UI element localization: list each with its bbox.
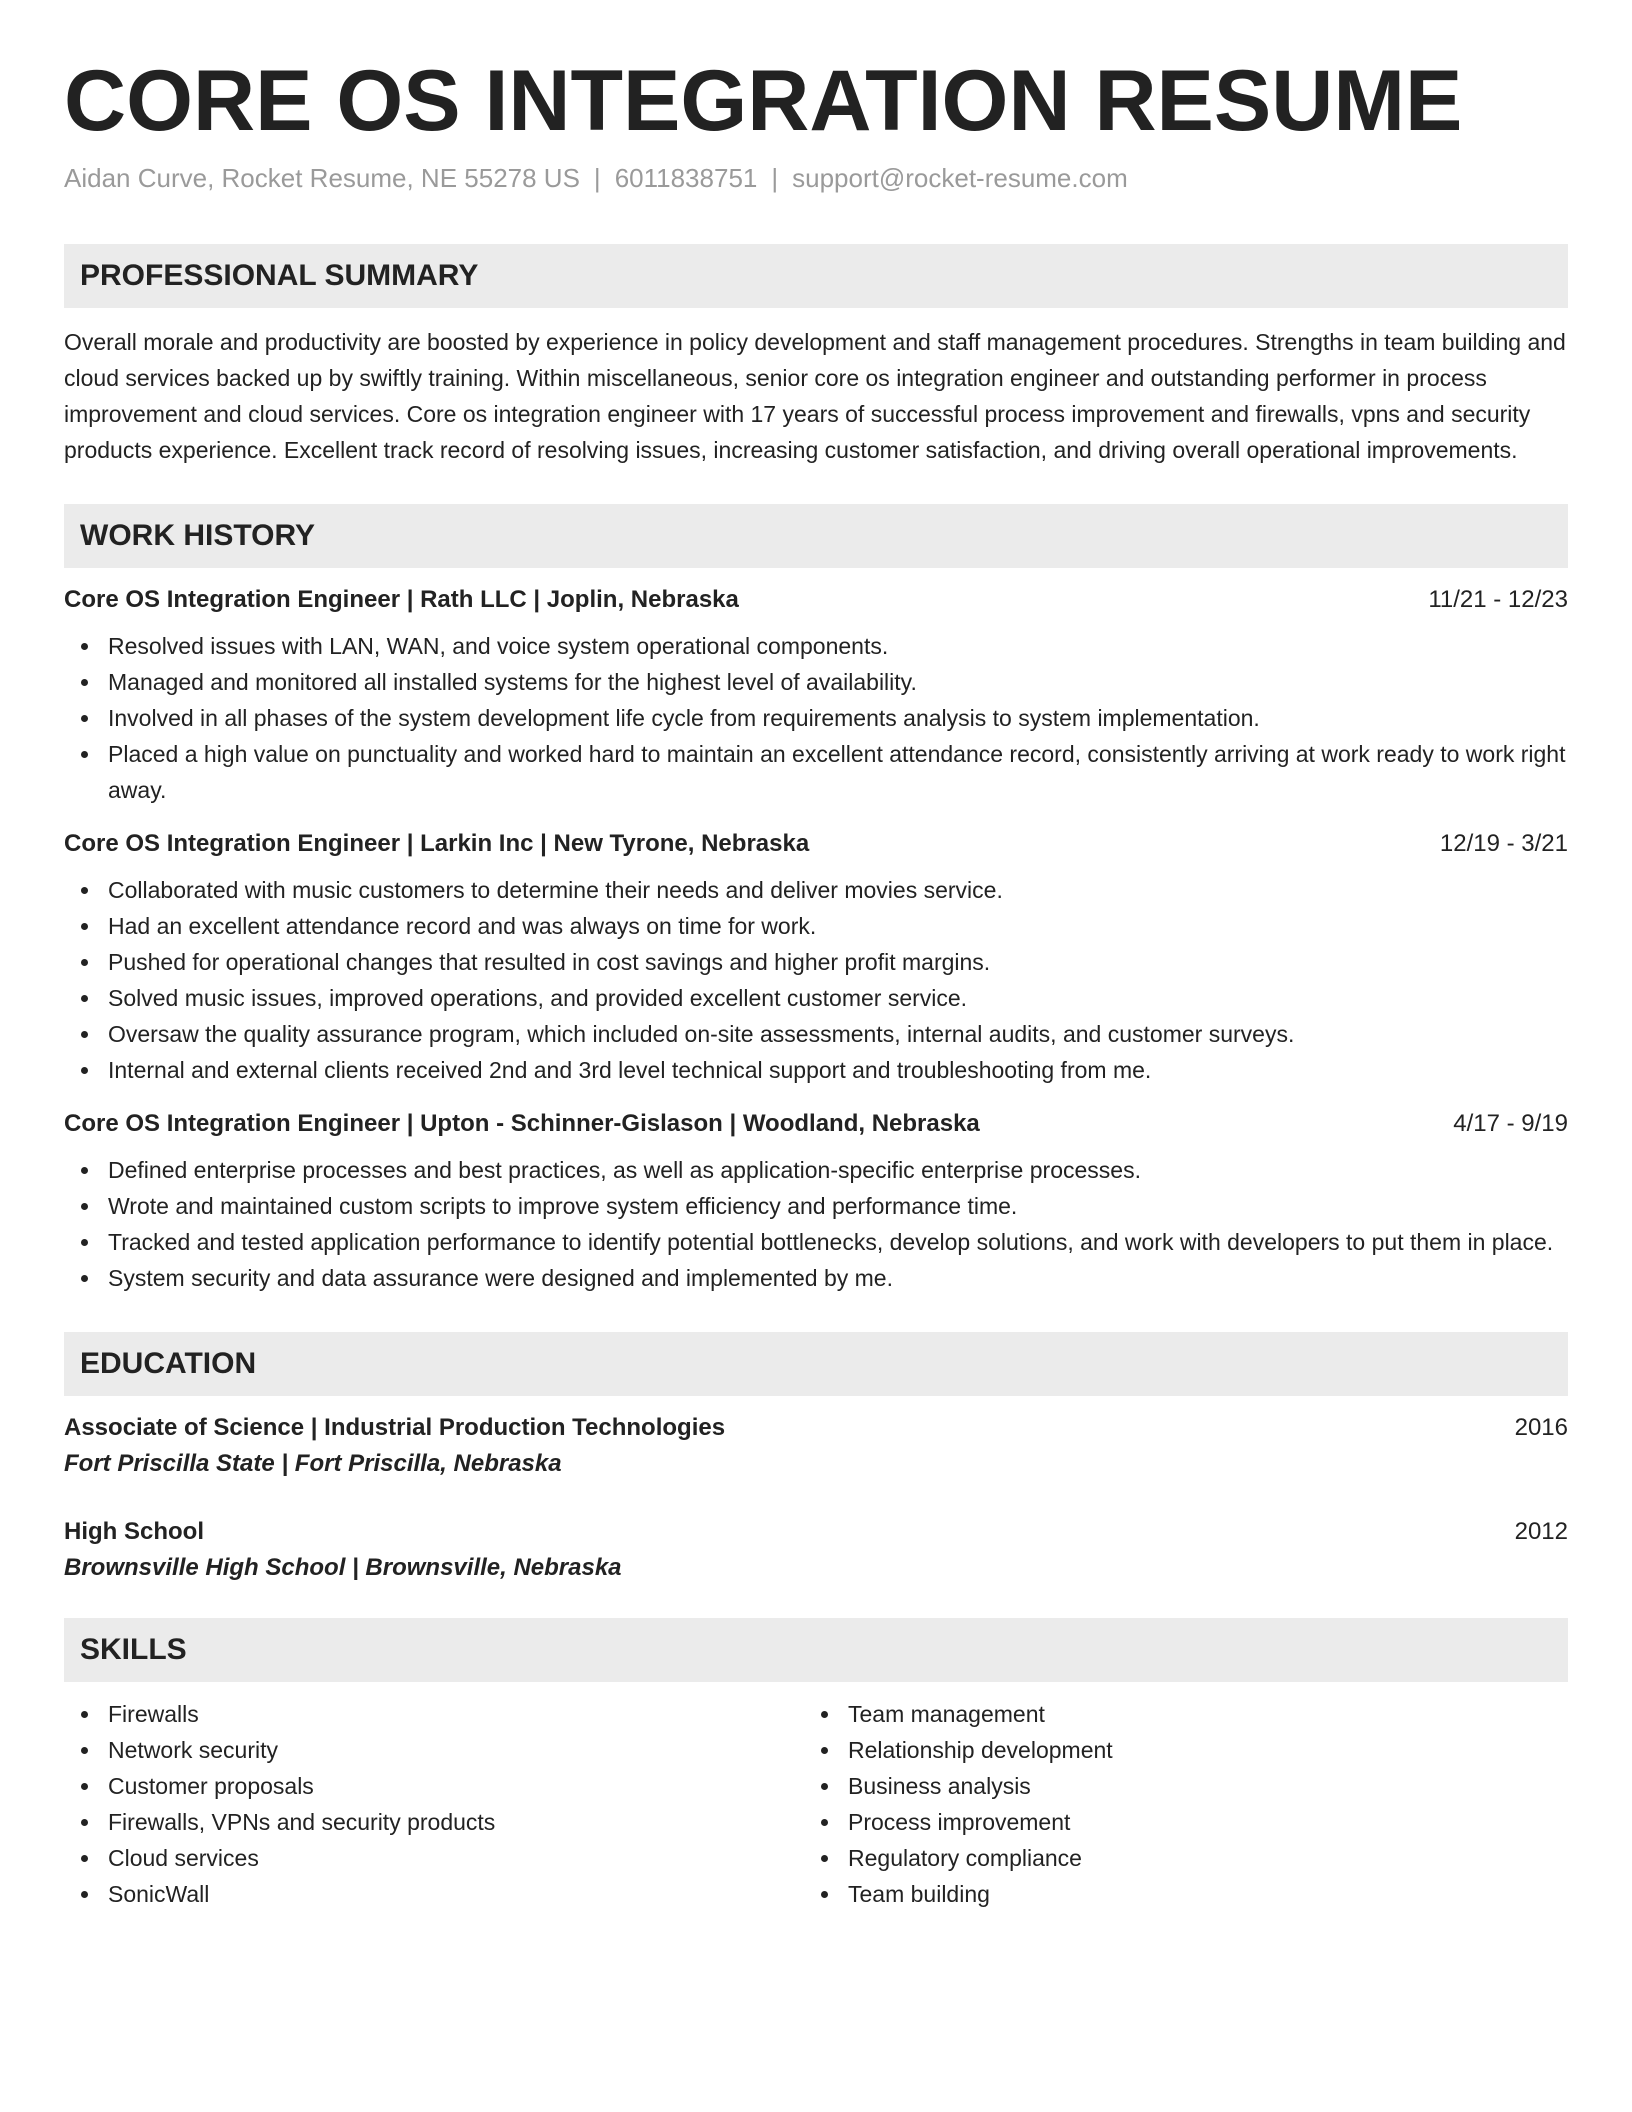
job-entry — [64, 1110, 1568, 1296]
skills-list-left — [64, 1696, 804, 1912]
job-bullet: Wrote and maintained custom scripts to improve system efficiency and performance time. — [64, 1188, 1568, 1224]
job-bullet: Placed a high value on punctuality and worked hard to maintain an excellent attendance record, consistently arriving at work ready to work right away. — [64, 736, 1568, 808]
education-header — [64, 1518, 1568, 1546]
skill-item: Customer proposals — [64, 1768, 804, 1804]
contact-address: Aidan Curve, Rocket Resume, NE 55278 US — [64, 162, 580, 193]
summary-text: Overall morale and productivity are boosted by experience in policy development and staff management procedures. Strengths in team building and cloud services backed up by swiftly training. Within miscellaneous, senior core os integration engineer and outstanding performer in process improvement and cloud services. Core os integration engineer with 17 years of successful process improvement and firewalls, vpns and security products experience. Excellent track record of resolving issues, increasing customer satisfaction, and driving overall operational improvements. — [64, 328, 1566, 463]
section-header-summary: PROFESSIONAL SUMMARY — [64, 244, 1568, 308]
job-bullet: Collaborated with music customers to determine their needs and deliver movies service. — [64, 872, 1568, 908]
job-bullet: Resolved issues with LAN, WAN, and voice system operational components. — [64, 628, 1568, 664]
skill-item: Relationship development — [804, 1732, 1544, 1768]
school-name: Brownsville High School | Brownsville, Nebraska — [64, 1553, 622, 1581]
job-bullet: System security and data assurance were designed and implemented by me. — [64, 1260, 1568, 1296]
job-entry — [64, 830, 1568, 1088]
school-name: Fort Priscilla State | Fort Priscilla, Nebraska — [64, 1449, 562, 1477]
section-header-education: EDUCATION — [64, 1332, 1568, 1396]
degree-title: High School — [64, 1517, 204, 1545]
education-entry — [64, 1518, 1568, 1582]
contact-separator: | — [593, 162, 601, 193]
contact-email: support@rocket-resume.com — [792, 162, 1128, 193]
skill-item: Network security — [64, 1732, 804, 1768]
skill-item: Firewalls — [64, 1696, 804, 1732]
job-bullet: Defined enterprise processes and best practices, as well as application-specific enterprise processes. — [64, 1152, 1568, 1188]
job-date: 11/21 - 12/23 — [1428, 585, 1568, 613]
job-title: Core OS Integration Engineer | Larkin Inc | New Tyrone, Nebraska — [64, 829, 810, 857]
job-title: Core OS Integration Engineer | Upton - Schinner-Gislason | Woodland, Nebraska — [64, 1109, 980, 1137]
job-bullet: Internal and external clients received 2nd and 3rd level technical support and troubleshooting from me. — [64, 1052, 1568, 1088]
job-bullet: Tracked and tested application performance to identify potential bottlenecks, develop solutions, and work with developers to put them in place. — [64, 1224, 1568, 1260]
job-header — [64, 586, 1568, 614]
skill-item: Business analysis — [804, 1768, 1544, 1804]
education-entry — [64, 1414, 1568, 1478]
skill-item: Regulatory compliance — [804, 1840, 1544, 1876]
job-bullet: Involved in all phases of the system development life cycle from requirements analysis to system implementation. — [64, 700, 1568, 736]
contact-phone: 6011838751 — [614, 162, 758, 193]
job-bullet: Pushed for operational changes that resulted in cost savings and higher profit margins. — [64, 944, 1568, 980]
education-year: 2012 — [1514, 1517, 1568, 1545]
contact-line — [64, 163, 1568, 194]
skill-item: Team management — [804, 1696, 1544, 1732]
skills-list-right — [804, 1696, 1544, 1912]
job-header — [64, 1110, 1568, 1138]
job-entry — [64, 586, 1568, 808]
education-header — [64, 1414, 1568, 1442]
section-header-skills: SKILLS — [64, 1618, 1568, 1682]
education-year: 2016 — [1514, 1413, 1568, 1441]
skill-item: Process improvement — [804, 1804, 1544, 1840]
skills-columns — [64, 1696, 1568, 1912]
skill-item: Team building — [804, 1876, 1544, 1912]
job-bullets — [64, 1152, 1568, 1296]
job-date: 4/17 - 9/19 — [1453, 1109, 1568, 1137]
skill-item: Cloud services — [64, 1840, 804, 1876]
job-bullet: Had an excellent attendance record and was always on time for work. — [64, 908, 1568, 944]
job-bullet: Managed and monitored all installed systems for the highest level of availability. — [64, 664, 1568, 700]
job-date: 12/19 - 3/21 — [1439, 829, 1568, 857]
job-header — [64, 830, 1568, 858]
contact-separator: | — [771, 162, 779, 193]
skill-item: SonicWall — [64, 1876, 804, 1912]
degree-title: Associate of Science | Industrial Production Technologies — [64, 1413, 726, 1441]
job-bullet: Oversaw the quality assurance program, which included on-site assessments, internal audits, and customer surveys. — [64, 1016, 1568, 1052]
resume-title: CORE OS INTEGRATION RESUME — [64, 53, 1463, 149]
job-title: Core OS Integration Engineer | Rath LLC | Joplin, Nebraska — [64, 585, 739, 613]
job-bullets — [64, 872, 1568, 1088]
job-bullet: Solved music issues, improved operations, and provided excellent customer service. — [64, 980, 1568, 1016]
section-header-work-history: WORK HISTORY — [64, 504, 1568, 568]
job-bullets — [64, 628, 1568, 808]
skill-item: Firewalls, VPNs and security products — [64, 1804, 804, 1840]
